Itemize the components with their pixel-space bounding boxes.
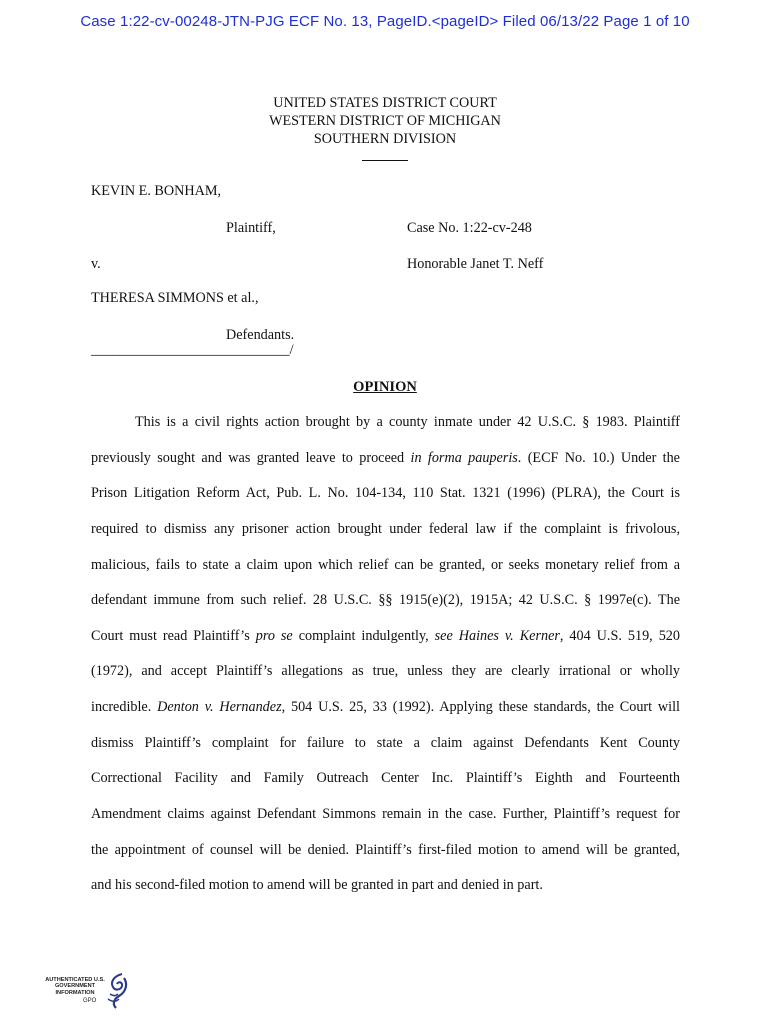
case-citation-italic: see Haines v. Kerner [434,628,560,644]
opinion-title: OPINION [353,379,417,395]
eagle-icon [104,972,130,1012]
body-line-10: dismiss Plaintiff’s complaint for failure to state a claim against Defendants Kent County [91,735,680,751]
plaintiff-role: Plaintiff, [226,220,276,236]
body-line-5: malicious, fails to state a claim upon which relief can be granted, or seeks monetary relief from a [91,557,680,573]
in-forma-pauperis-italic: in forma pauperis [410,450,518,466]
ecf-filing-header: Case 1:22-cv-00248-JTN-PJG ECF No. 13, PageID.<pageID> Filed 06/13/22 Page 1 of 10 [80,13,690,30]
body-line-3: Prison Litigation Reform Act, Pub. L. No. 104-134, 110 Stat. 1321 (1996) (PLRA), the Court is [91,485,680,501]
body-line-7: Court must read Plaintiff’s pro se complaint indulgently, see Haines v. Kerner, 404 U.S. 519, 520 [91,628,680,644]
body-line-4: required to dismiss any prisoner action brought under federal law if the complaint is frivolous, [91,521,680,537]
body-line-2: previously sought and was granted leave to proceed in forma pauperis. (ECF No. 10.) Under the [91,450,680,466]
body-line-1: This is a civil rights action brought by a county inmate under 42 U.S.C. § 1983. Plaintiff [135,414,680,430]
caption-closing-line: ____________________________/ [91,342,294,358]
court-division: SOUTHERN DIVISION [313,131,457,147]
authentication-text: AUTHENTICATED U.S. GOVERNMENT INFORMATION [45,977,105,996]
court-name: UNITED STATES DISTRICT COURT [273,95,497,111]
plaintiff-name: KEVIN E. BONHAM, [91,183,222,199]
versus: v. [91,256,101,272]
body-line-12: Amendment claims against Defendant Simmons remain in the case. Further, Plaintiff’s request for [91,806,680,822]
body-line-13: the appointment of counsel will be denied. Plaintiff’s first-filed motion to amend will be granted, [91,842,680,858]
body-line-9: incredible. Denton v. Hernandez, 504 U.S. 25, 33 (1992). Applying these standards, the Court will [91,699,680,715]
body-line-11: Correctional Facility and Family Outreach Center Inc. Plaintiff’s Eighth and Fourteenth [91,770,680,786]
body-line-8: (1972), and accept Plaintiff’s allegations as true, unless they are clearly irrational or wholly [91,663,680,679]
defendant-name: THERESA SIMMONS et al., [91,290,259,306]
defendant-role: Defendants. [226,327,295,343]
body-line-14: and his second-filed motion to amend will be granted in part and denied in part. [91,877,543,893]
gpo-authentication-seal [44,970,134,1018]
pro-se-italic: pro se [255,628,293,644]
judge-name: Honorable Janet T. Neff [407,256,544,272]
body-line-6: defendant immune from such relief. 28 U.S.C. §§ 1915(e)(2), 1915A; 42 U.S.C. § 1997e(c). The [91,592,680,608]
court-district: WESTERN DISTRICT OF MICHIGAN [269,113,501,129]
case-number: Case No. 1:22-cv-248 [407,220,532,236]
case-citation-italic: Denton v. Hernandez [157,699,282,715]
gpo-label: GPO [83,998,97,1004]
heading-divider [362,148,408,161]
court-heading [0,94,770,166]
